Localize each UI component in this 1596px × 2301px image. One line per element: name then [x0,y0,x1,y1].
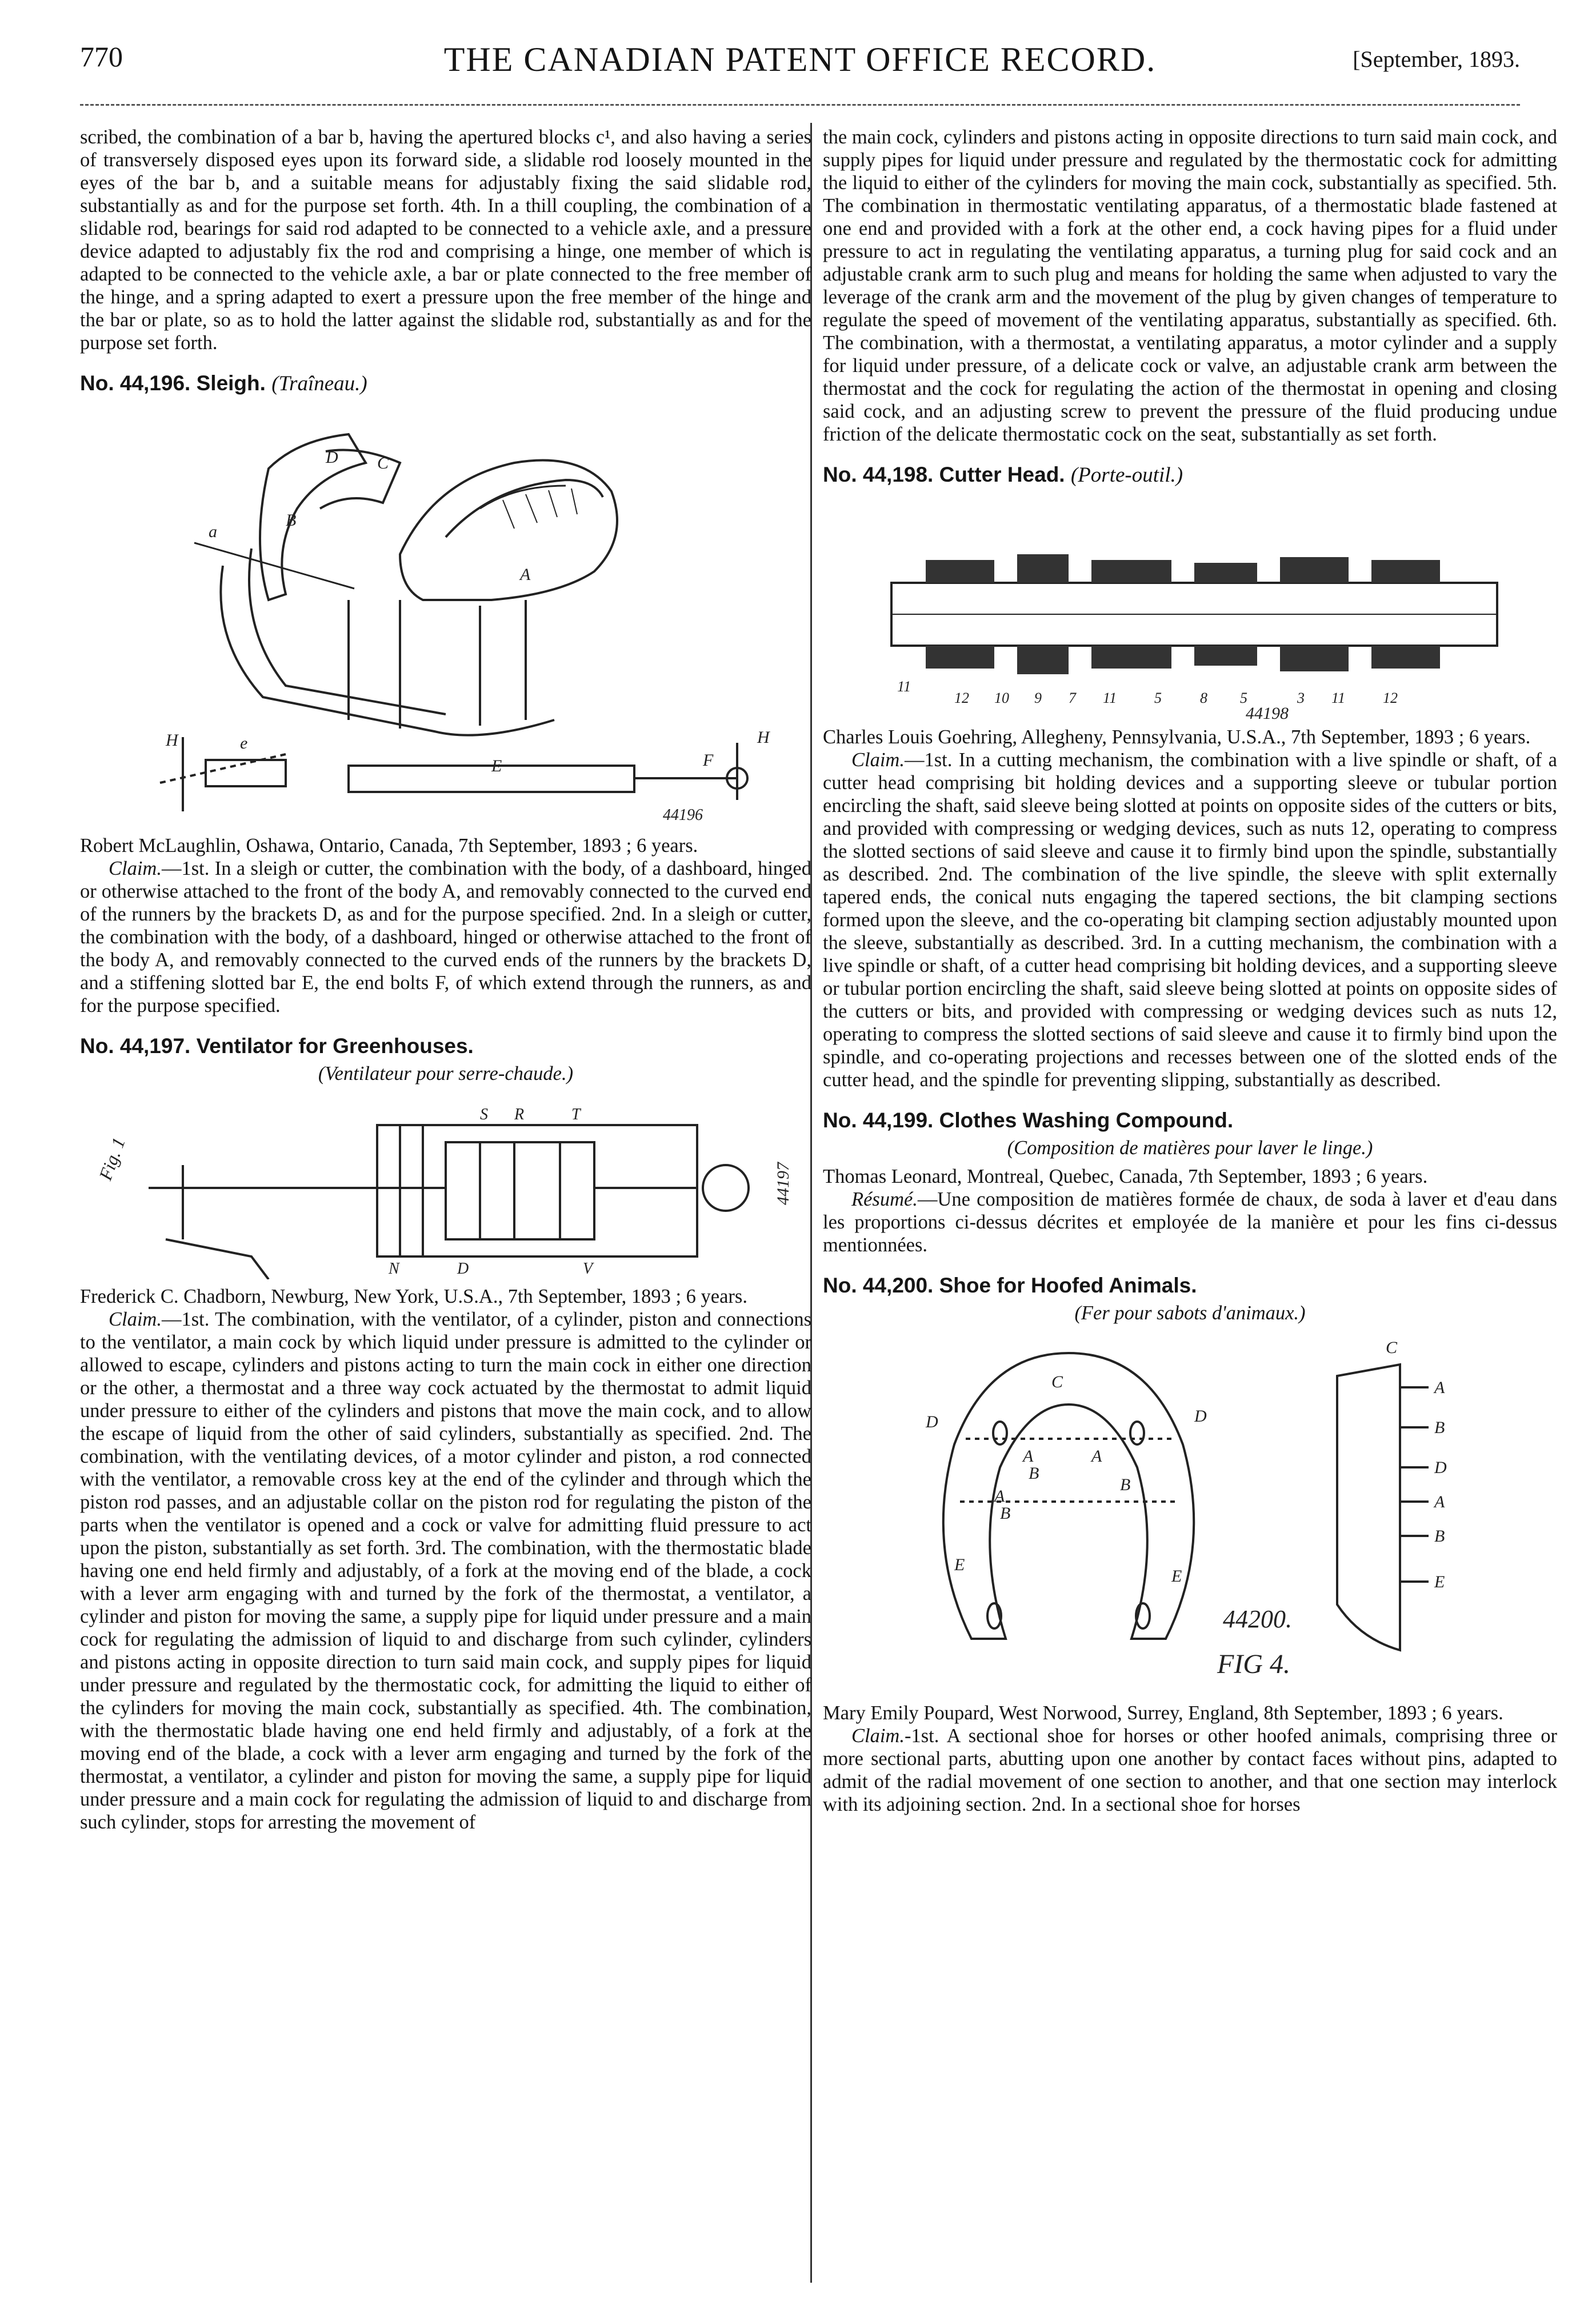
patent-title: No. 44,199. Clothes Washing Compound. [823,1109,1234,1133]
fig-number: 3 [1297,690,1305,707]
patent-title-fr: (Composition de matières pour laver le linge.) [1007,1137,1373,1159]
claim-label: Résumé. [851,1188,918,1211]
claim-text: —1st. In a sleigh or cutter, the combination with the body, of a dashboard, hinged or otherwise attached to the front of the body A, and removably connected to the curved end of the runners by the brackets D, as and for the purpose specified. 2nd. In a sleigh or cutter, the combination with the body, of a dashboard, hinged or otherwise attached to the front of the body A, and removably connected to the curved ends of the runners by the brackets D, and a stiffening slotted bar E, the end bolts F, of which extend through the runners, as and for the purpose specified. [80,858,811,1017]
claim-label: Claim. [109,1308,162,1331]
claim-text: -1st. A sectional shoe for horses or other hoofed animals, comprising three or more sectional parts, abutting upon one another by contact faces without pins, adapted to admit of the radial movement of one section to another, and that one section may interlock with its adjoining section. 2nd. In a sectional shoe for horses [823,1725,1557,1816]
svg-text:E: E [1171,1567,1182,1586]
svg-text:F: F [703,751,714,770]
svg-text:e: e [240,734,248,753]
svg-text:N: N [389,1260,399,1278]
right-column [823,126,1557,1816]
svg-text:B: B [286,511,297,530]
claim-44196 [80,857,811,1017]
fig-label-44197: Fig. 1 [94,1135,129,1183]
svg-text:B: B [1000,1504,1011,1523]
fig-number: 10 [994,690,1009,707]
svg-text:R: R [514,1106,525,1124]
patent-heading-44198 [823,463,1557,488]
svg-text:C: C [1051,1372,1063,1392]
page-number: 770 [80,41,123,73]
fig-number: 5 [1154,690,1162,707]
svg-text:A: A [1434,1378,1445,1398]
page-header [80,40,1520,91]
svg-text:D: D [926,1412,938,1432]
svg-text:B: B [1434,1418,1445,1438]
svg-text:H: H [757,728,770,747]
claim-label: Claim. [851,1725,905,1747]
inventor-44196: Robert McLaughlin, Oshawa, Ontario, Canada, 7th September, 1893 ; 6 years. [80,835,698,857]
svg-text:D: D [457,1260,469,1278]
claim-44200 [823,1724,1557,1816]
svg-text:H: H [166,731,178,750]
ventilator-drawing [80,1091,811,1279]
page-date: [September, 1893. [1353,46,1520,72]
ventilator-figure [80,1091,811,1279]
patent-title-fr: (Ventilateur pour serre-chaude.) [318,1063,574,1085]
svg-text:D: D [1434,1458,1447,1478]
inventor-44197: Frederick C. Chadborn, Newburg, New York, U.S.A., 7th September, 1893 ; 6 years. [80,1286,747,1308]
fig-caption-44196: 44196 [663,806,703,825]
cutter-head-figure [823,491,1557,720]
patent-title: No. 44,198. Cutter Head. [823,463,1065,487]
patent-heading-44196 [80,371,811,397]
claim-label: Claim. [109,858,162,880]
patent-heading-44197 [80,1034,811,1059]
svg-text:B: B [1434,1527,1445,1546]
inventor-44198: Charles Louis Goehring, Allegheny, Pennsylvania, U.S.A., 7th September, 1893 ; 6 years. [823,726,1531,749]
patent-title: No. 44,197. Ventilator for Greenhouses. [80,1034,474,1058]
fig-number: 9 [1034,690,1042,707]
fig-caption-44197: 44197 [774,1162,793,1206]
fig-number: 7 [1069,690,1076,707]
patent-heading-44199 [823,1109,1557,1133]
svg-text:S: S [480,1106,488,1124]
fig-number: 12 [954,690,969,707]
svg-text:a: a [209,522,217,542]
svg-text:T: T [571,1106,581,1124]
svg-text:E: E [491,757,502,776]
resume-44199 [823,1188,1557,1256]
fig-number: 5 [1240,690,1247,707]
svg-text:A: A [1434,1492,1445,1512]
claim-44198 [823,749,1557,1091]
horseshoe-drawing [823,1330,1557,1696]
svg-text:C: C [1386,1338,1398,1358]
patent-title: No. 44,196. Sleigh. [80,371,266,395]
svg-text:C: C [377,454,389,473]
fig-caption-44200: 44200. [1223,1605,1292,1634]
svg-text:E: E [954,1555,965,1575]
fig-number: 12 [1383,690,1398,707]
left-column [80,126,811,1834]
svg-text:E: E [1434,1572,1445,1592]
horseshoe-figure [823,1330,1557,1696]
claim-44197 [80,1308,811,1834]
svg-text:V: V [583,1260,593,1278]
fig-caption-44198: 44198 [1246,704,1289,721]
sleigh-figure [80,400,811,829]
svg-text:A: A [1091,1447,1102,1466]
svg-text:D: D [1194,1407,1207,1426]
svg-text:A: A [994,1487,1005,1506]
svg-text:A: A [1023,1447,1034,1466]
fig-label-44200: FIG 4. [1217,1649,1290,1680]
fig-number: 11 [1331,690,1346,707]
sleigh-drawing [80,400,811,829]
page-title: THE CANADIAN PATENT OFFICE RECORD. [443,41,1157,78]
fig-number: 8 [1200,690,1207,707]
patent-heading-44200 [823,1274,1557,1298]
svg-text:B: B [1120,1475,1131,1495]
patent-title-fr: (Traîneau.) [271,372,367,396]
fig-number: 11 [897,678,911,695]
fig-number: 11 [1103,690,1117,707]
claim-text: —Une composition de matières formée de chaux, de soda à laver et d'eau dans les proportions ci-dessus décrites et employée de la manière et pour les fins ci-dessus mentionnées. [823,1188,1557,1256]
svg-text:D: D [326,448,338,467]
patent-title: No. 44,200. Shoe for Hoofed Animals. [823,1274,1197,1298]
patent-title-fr: (Porte-outil.) [1070,463,1183,487]
claim-text: —1st. In a cutting mechanism, the combination with a live spindle or shaft, of a cutter head comprising bit holding devices and a supporting sleeve or tubular portion encircling the shaft, said sleeve being slotted at points on opposite sides of the cutters or bits, and provided with compressing or wedging devices, such as nuts 12, operating to compress the slotted sections of said sleeve and cause it to firmly bind upon the spindle, substantially as described. 2nd. The combination of the live spindle, the sleeve with split externally tapered ends, the conical nuts engaging the tapered sections, the bit clamping sections formed upon the sleeve, and the co-operating bit clamping section adjustably mounted upon the sleeve, substantially as described. 3rd. In a cutting mechanism, the combination with a live spindle or shaft, of a cutter head comprising bit holding devices, and a supporting sleeve or tubular portion encircling the shaft, said sleeve being slotted at points on opposite sides of the cutters or bits, and provided with compressing or wedging devices such as nuts 12, operating to compress the slotted sections of said sleeve and cause it to firmly bind upon the spindle, and co-operating projections and recesses between one of the slotted ends of the cutter head, and the spindle for preventing slipping, substantially as described. [823,749,1557,1091]
claim-text: —1st. The combination, with the ventilator, of a cylinder, piston and connections to the ventilator, a main cock by which liquid under pressure is admitted to the cylinder or allowed to escape, cylinders and pistons acting to turn the main cock in either one direction or the other, a thermostat and a three way cock actuated by the thermostat to admit liquid under pressure to either of the cylinders and pistons that move the main cock, and to allow the escape of liquid from the other of said cylinders, substantially as specified. 2nd. The combination, with the ventilating devices, of a motor cylinder and piston, a rod connected with the ventilator, a removable cross key at the end of the cylinder and through which the piston rod passes, and an adjustable collar on the piston rod for regulating the piston of the parts when the ventilator is opened and a cock or valve for admitting fluid pressure to act upon the piston, substantially as set forth. 3rd. The combination, with the thermostatic blade having one end held firmly and adjustably, of a fork at the moving end of the blade, a cock with a lever arm engaging with and turned by the fork of the thermostat, a ventilator, a cylinder and piston for moving the same, a supply pipe for liquid under pressure and a main cock for regulating the admission of liquid to and discharge from such cylinder, cylinders and pistons acting in opposite direction to turn said main cock, and supply pipes for liquid under pressure and regulated by the thermostatic cock, for admitting the liquid to either of the cylinders for moving the main cock, substantially as specified. 4th. The combination, with the thermostatic blade having one end held firmly and adjustably, of a fork at the moving end of the blade, a cock with a lever arm engaging and turned by the fork of the thermostat, a ventilator, a cylinder and piston for moving the same, a supply pipe for liquid under pressure and a main cock for regulating the admission of liquid to and discharge from such cylinder, stops for arresting the movement of [80,1308,811,1834]
header-rule [80,104,1520,106]
continuation-text: scribed, the combination of a bar b, having the apertured blocks c¹, and also having a series of transversely disposed eyes upon its forward side, a slidable rod loosely mounted in the eyes of the bar b, and a suitable means for adjustably fixing the said slidable rod, substantially as and for the purpose set forth. 4th. In a thill coupling, the combination of a slidable rod, bearings for said rod adapted to be connected to a vehicle axle, and a pressure device adapted to adjustably fix the rod and comprising a hinge, one member of which is adapted to be connected to the vehicle axle, a bar or plate connected to the free member of the hinge, and a spring adapted to exert a pressure upon the free member of the hinge and the bar or plate, so as to hold the latter against the slidable rod, substantially as and for the purpose set forth. [80,126,811,354]
patent-title-fr: (Fer pour sabots d'animaux.) [1074,1302,1306,1324]
inventor-44200: Mary Emily Poupard, West Norwood, Surrey, England, 8th September, 1893 ; 6 years. [823,1702,1503,1724]
continuation-text: the main cock, cylinders and pistons acting in opposite directions to turn said main cock, and supply pipes for liquid under pressure and regulated by the thermostatic cock for admitting the liquid to either of the cylinders for moving the main cock, substantially as specified. 5th. The combination in thermostatic ventilating apparatus, of a thermostatic blade fastened at one end and provided with a fork at the other end, a cock having pipes for a fluid under pressure to act in regulating the ventilating apparatus, a turning plug for said cock and an adjustable crank arm to such plug and means for holding the same when adjusted to vary the leverage of the crank arm and the movement of the plug by given changes of temperature to regulate the speed of movement of the ventilating apparatus, substantially as specified. 6th. The combination, with a thermostat, a ventilating apparatus, a motor cylinder and a supply for liquid under pressure, of a delicate cock or valve, an adjustable crank arm between the thermostat and the cock for regulating the action of the thermostat in opening and closing said cock, and an adjusting screw to prevent the pressure of the fluid producing undue friction of the delicate thermostatic cock on the seat, substantially as set forth. [823,126,1557,446]
claim-label: Claim. [851,749,905,771]
svg-text:B: B [1029,1464,1039,1483]
svg-text:A: A [520,565,531,585]
cutter-head-drawing [823,491,1557,720]
inventor-44199: Thomas Leonard, Montreal, Quebec, Canada, 7th September, 1893 ; 6 years. [823,1166,1428,1188]
